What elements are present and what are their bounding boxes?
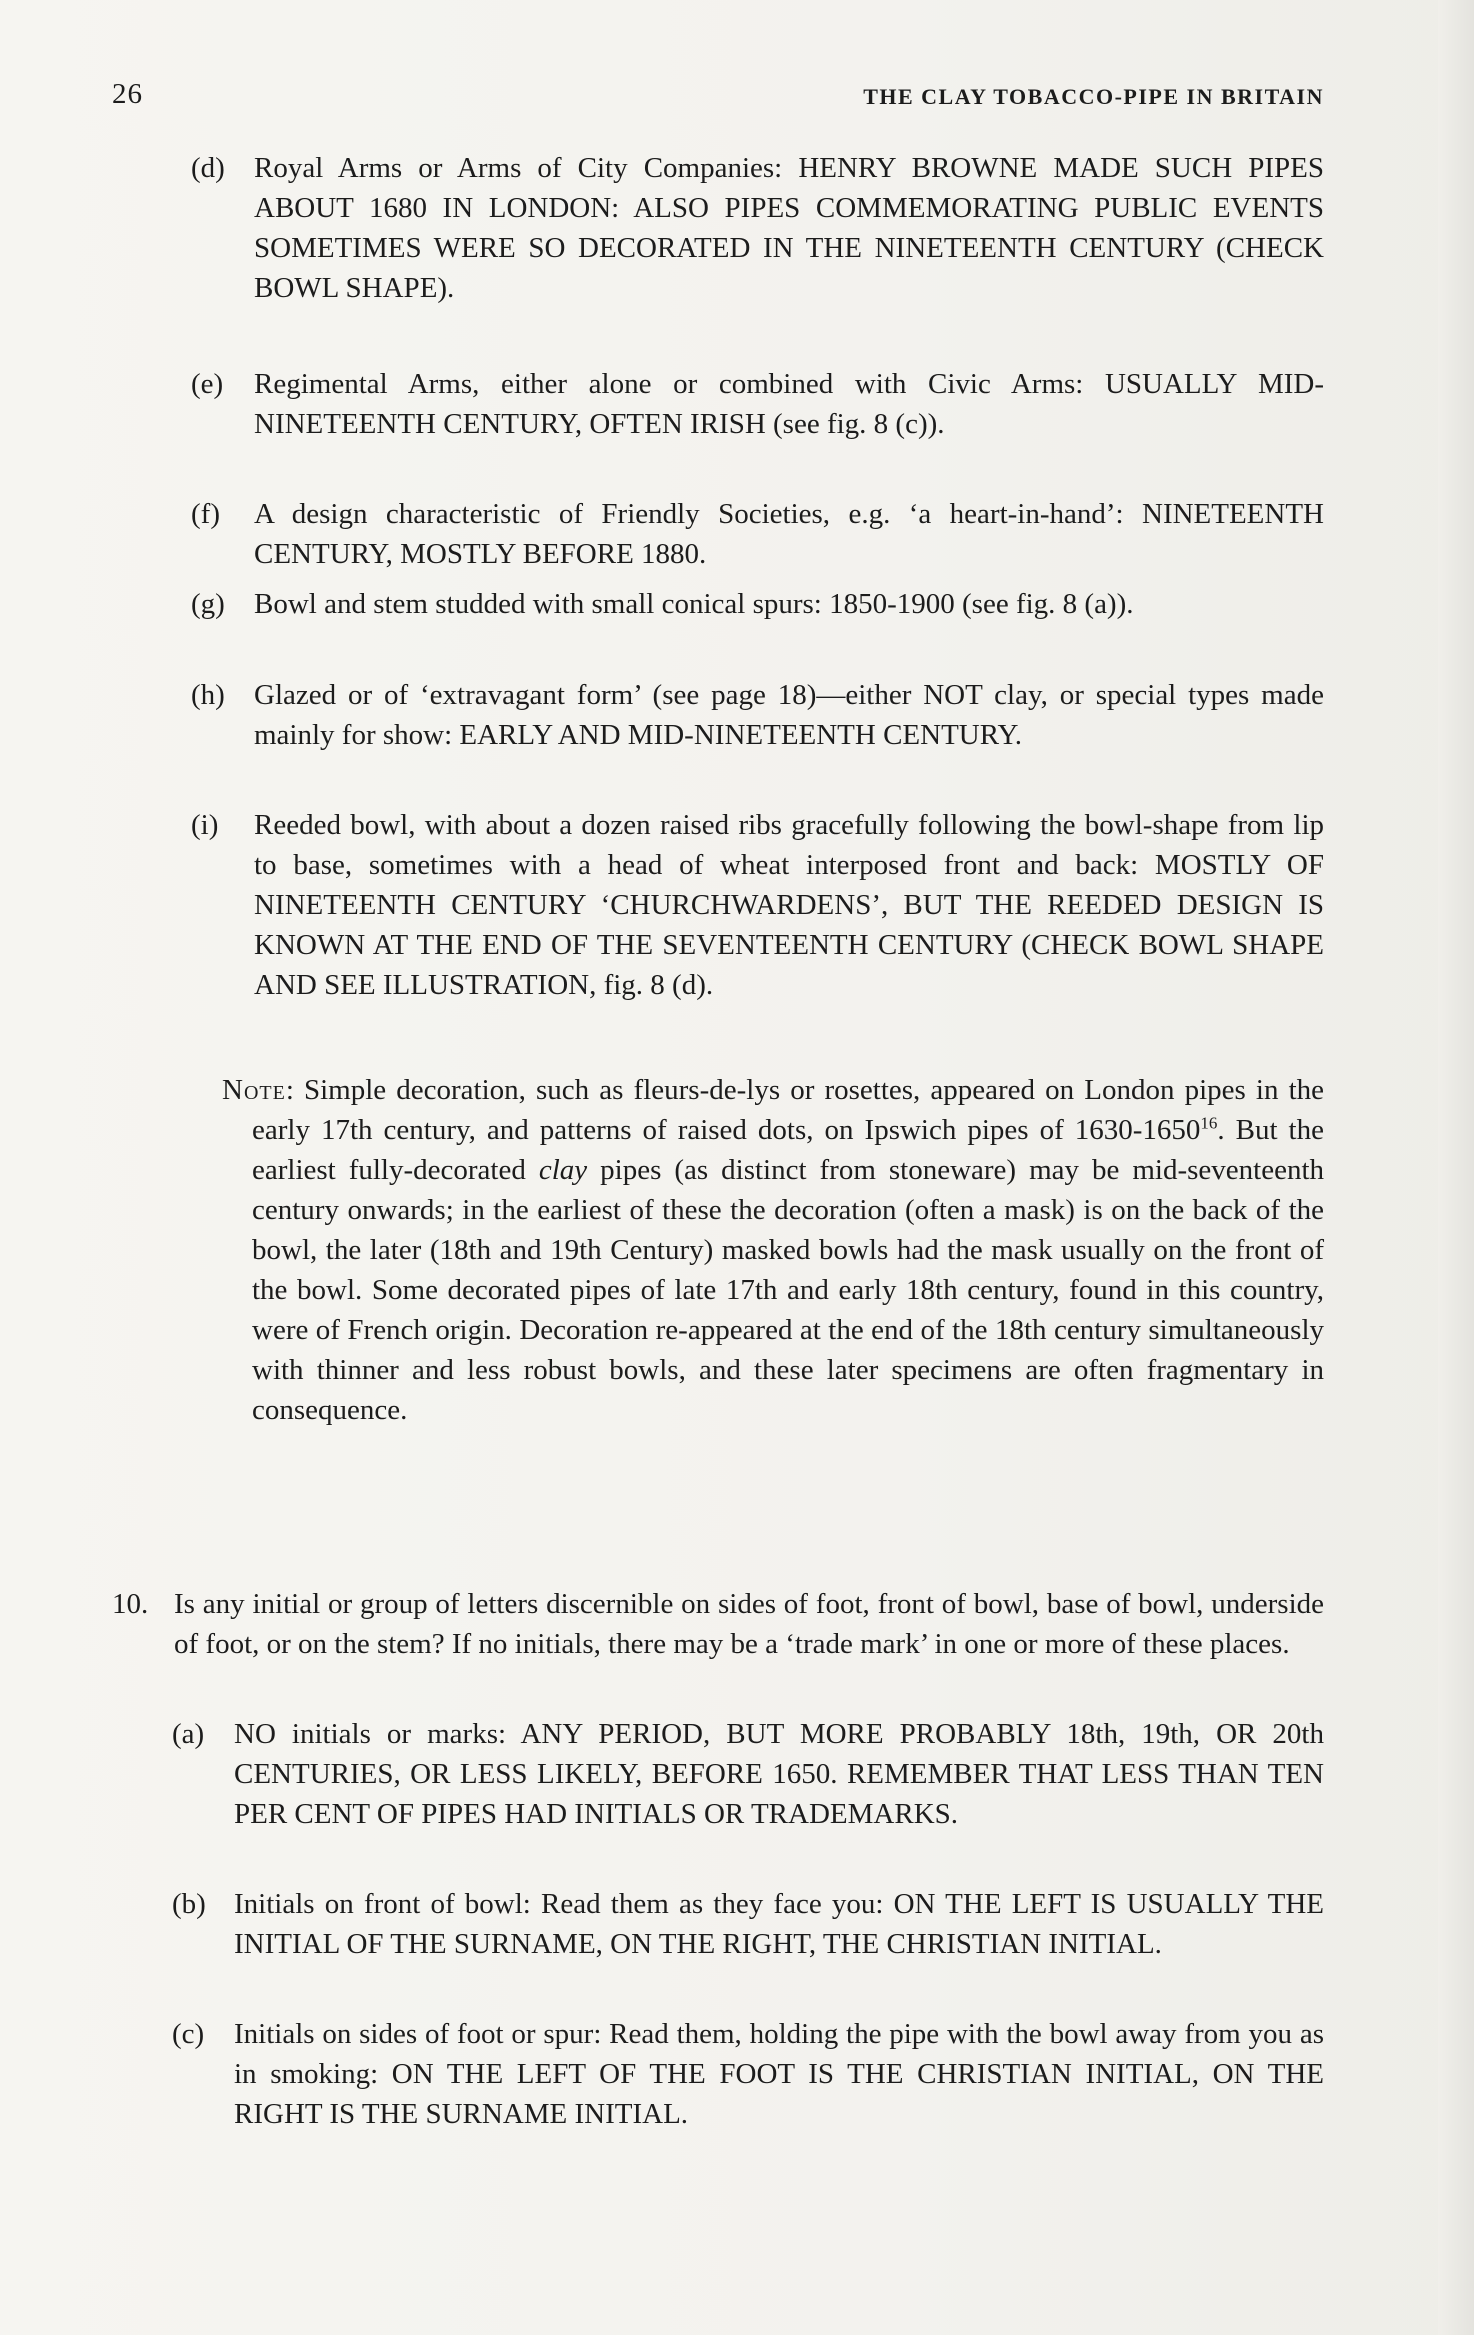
item-text: Initials on sides of foot or spur: Read them, holding the pipe with the bowl away from you as in smoking: ON THE LEFT OF THE FOOT IS THE CHRISTIAN INITIAL, ON THE RIGHT IS THE SURNAME INITIAL. [234, 2018, 1324, 2130]
page-number: 26 [112, 78, 143, 110]
footnote-ref: 16 [1200, 1113, 1218, 1133]
running-head: THE CLAY TOBACCO-PIPE IN BRITAIN [863, 84, 1324, 109]
item-label: (g) [191, 588, 225, 620]
list-item-d [192, 148, 1324, 308]
item-text: Royal Arms or Arms of City Companies: HENRY BROWNE MADE SUCH PIPES ABOUT 1680 IN LONDON: ALSO PIPES COMMEMORATING PUBLIC EVENTS SOMETIMES WERE SO DECORATED IN THE NINETEENTH CENTURY (CHECK BOWL SHAPE). [254, 152, 1324, 304]
note-paragraph [222, 1070, 1324, 1430]
item-text: Reeded bowl, with about a dozen raised ribs gracefully following the bowl-shape from lip to base, sometimes with a head of wheat interposed front and back: MOSTLY OF NINETEENTH CENTURY ‘CHURCHWARDENS’, BUT THE REEDED DESIGN IS KNOWN AT THE END OF THE SEVENTEENTH CENTURY (CHECK BOWL SHAPE AND SEE ILLUSTRATION, fig. 8 (d). [254, 809, 1324, 1001]
note-italic-word: clay [538, 1154, 588, 1186]
item-label: (c) [172, 2018, 205, 2050]
question-10-item-c [172, 2014, 1324, 2134]
note-body [222, 1070, 1324, 1430]
question-10 [112, 1584, 1324, 1664]
note-separator: : [285, 1074, 304, 1106]
list-item-h [192, 675, 1324, 755]
item-label: (a) [172, 1718, 205, 1750]
item-text: Regimental Arms, either alone or combined with Civic Arms: USUALLY MID-NINETEENTH CENTURY, OFTEN IRISH (see fig. 8 (c)). [254, 368, 1324, 440]
item-text: NO initials or marks: ANY PERIOD, BUT MORE PROBABLY 18th, 19th, OR 20th CENTURIES, OR LESS LIKELY, BEFORE 1650. REMEMBER THAT LESS THAN TEN PER CENT OF PIPES HAD INITIALS OR TRADEMARKS. [234, 1718, 1324, 1830]
question-text: Is any initial or group of letters discernible on sides of foot, front of bowl, base of bowl, underside of foot, or on the stem? If no initials, there may be a ‘trade mark’ in one or more of these places. [174, 1588, 1324, 1660]
item-label: (d) [191, 152, 225, 184]
note-text-2: . But the earliest fully-decorated [252, 1114, 1324, 1186]
page-edge [1438, 0, 1474, 2335]
item-label: (h) [191, 679, 225, 711]
question-10-item-b [172, 1884, 1324, 1964]
note-text-1: Simple decoration, such as fleurs-de-lys or rosettes, appeared on London pipes in the early 17th century, and patterns of raised dots, on Ipswich pipes of 1630-1650 [252, 1074, 1325, 1146]
item-text: Bowl and stem studded with small conical spurs: 1850-1900 (see fig. 8 (a)). [254, 588, 1134, 620]
list-item-g [192, 584, 1324, 624]
question-10-item-a [172, 1714, 1324, 1834]
item-label: (e) [191, 368, 224, 400]
list-item-f [192, 494, 1324, 574]
item-text: A design characteristic of Friendly Societies, e.g. ‘a heart-in-hand’: NINETEENTH CENTURY, MOSTLY BEFORE 1880. [254, 498, 1324, 570]
note-label: Note [222, 1074, 286, 1106]
question-number: 10. [112, 1588, 149, 1620]
item-label: (f) [191, 498, 220, 530]
item-label: (b) [172, 1888, 206, 1920]
note-text-3: pipes (as distinct from stoneware) may be mid-seventeenth century onwards; in the earliest of these the decoration (often a mask) is on the back of the bowl, the later (18th and 19th Century) masked bowls had the mask usually on the front of the bowl. Some decorated pipes of late 17th and early 18th century, found in this country, were of French origin. Decoration re-appeared at the end of the 18th century simultaneously with thinner and less robust bowls, and these later specimens are often fragmentary in consequence. [252, 1154, 1325, 1426]
list-item-e [192, 364, 1324, 444]
item-text: Initials on front of bowl: Read them as they face you: ON THE LEFT IS USUALLY THE INITIAL OF THE SURNAME, ON THE RIGHT, THE CHRISTIAN INITIAL. [234, 1888, 1324, 1960]
item-text: Glazed or of ‘extravagant form’ (see page 18)—either NOT clay, or special types made mainly for show: EARLY AND MID-NINETEENTH CENTURY. [254, 679, 1324, 751]
page-header [112, 78, 1324, 118]
list-item-i [192, 805, 1324, 1005]
item-label: (i) [191, 809, 219, 841]
